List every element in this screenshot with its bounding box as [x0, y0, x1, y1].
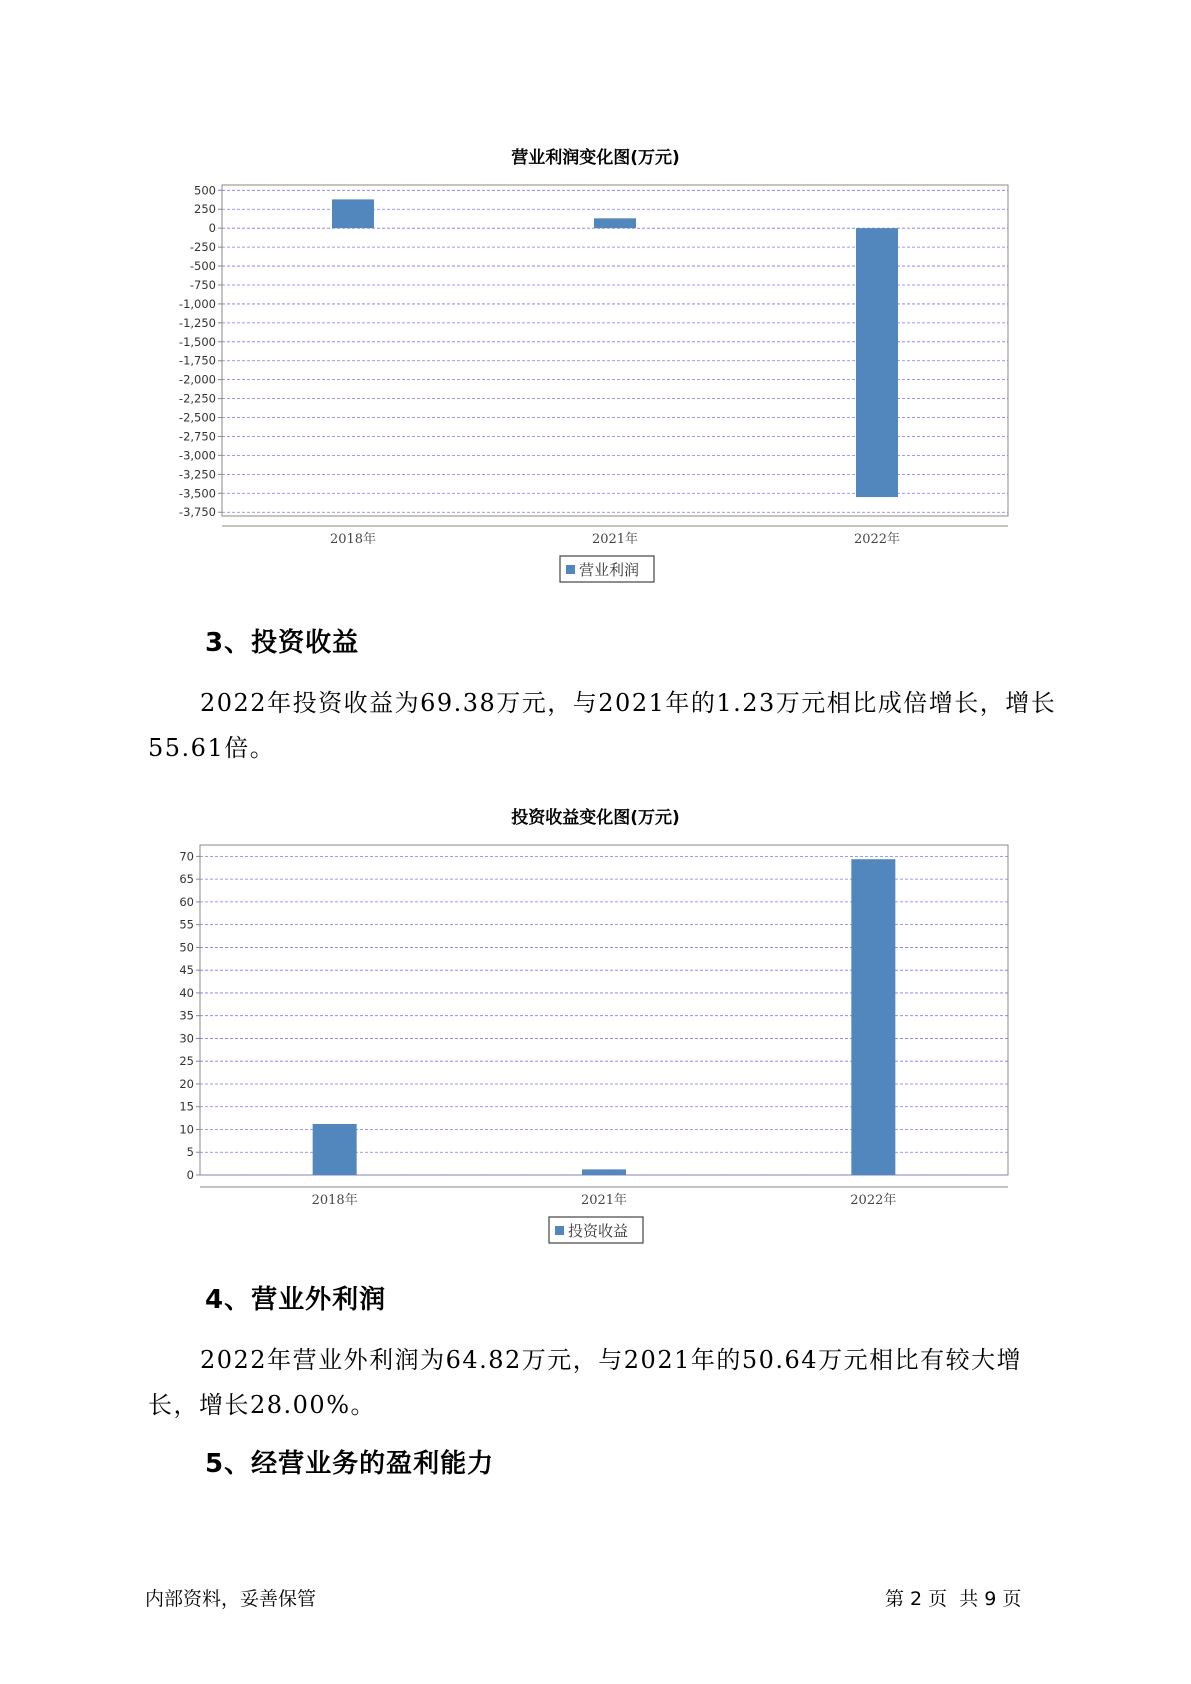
y-tick-label: 30: [179, 1031, 194, 1046]
chart-title-operating-profit: 营业利润变化图(万元): [511, 148, 680, 168]
y-tick-label: 0: [208, 221, 216, 236]
x-tick-label: 2022年: [850, 1193, 897, 1208]
section-5-heading: 5、经营业务的盈利能力: [205, 1449, 495, 1479]
y-tick-label: 55: [179, 917, 194, 932]
y-tick-label: -3,250: [178, 467, 216, 482]
x-tick-label: 2022年: [853, 532, 901, 547]
y-tick-label: -1,500: [178, 334, 216, 349]
y-tick-label: -2,000: [178, 372, 216, 387]
y-tick-label: -500: [189, 259, 216, 274]
y-tick-label: -250: [189, 240, 216, 255]
bar: [582, 1169, 626, 1175]
x-tick-label: 2021年: [580, 1193, 628, 1208]
legend: [549, 1217, 643, 1243]
legend-swatch: [555, 1226, 564, 1235]
y-tick-label: 15: [179, 1099, 194, 1114]
y-tick-label: 250: [194, 202, 216, 217]
legend-label: 营业利润: [579, 561, 640, 579]
y-tick-label: 65: [179, 872, 194, 887]
x-tick-label: 2021年: [591, 532, 639, 547]
bar: [313, 1124, 357, 1175]
section-3-heading: 3、投资收益: [205, 628, 360, 658]
y-tick-label: -1,750: [178, 353, 216, 368]
y-tick-label: -750: [189, 277, 216, 292]
section-4-paragraph: 2022年营业外利润为64.82万元，与2021年的50.64万元相比有较大增长，增长28.00%。: [148, 1346, 1023, 1419]
chart-title-investment-income: 投资收益变化图(万元): [511, 808, 680, 828]
y-tick-label: -3,750: [178, 505, 216, 520]
y-tick-label: 500: [194, 183, 216, 198]
footer-page-number: 第 2 页 共 9 页: [885, 1588, 1022, 1610]
y-tick-label: -2,750: [178, 429, 216, 444]
y-tick-label: -2,500: [178, 410, 216, 425]
y-tick-label: -1,000: [178, 296, 216, 311]
x-tick-label: 2018年: [329, 532, 377, 547]
section-3-paragraph: 2022年投资收益为69.38万元，与2021年的1.23万元相比成倍增长，增长55.61倍。: [148, 689, 1057, 762]
section-4-heading: 4、营业外利润: [205, 1285, 387, 1315]
y-tick-label: 5: [186, 1145, 194, 1160]
y-tick-label: 35: [179, 1008, 194, 1023]
y-tick-label: 50: [179, 940, 194, 955]
y-tick-label: 25: [179, 1054, 194, 1069]
y-tick-label: -2,250: [178, 391, 216, 406]
y-tick-label: 0: [186, 1168, 194, 1182]
y-tick-label: 40: [179, 985, 194, 1000]
legend-label: 投资收益: [568, 1222, 629, 1240]
y-tick-label: 60: [179, 894, 194, 909]
y-tick-label: -1,250: [178, 315, 216, 330]
y-tick-label: -3,500: [178, 486, 216, 501]
y-tick-label: 45: [179, 963, 194, 978]
bar: [851, 859, 895, 1175]
y-tick-label: 20: [179, 1076, 194, 1091]
x-tick-label: 2018年: [311, 1193, 358, 1208]
y-tick-label: -3,000: [178, 448, 216, 463]
y-tick-label: 10: [179, 1122, 194, 1137]
footer-confidential-note: 内部资料，妥善保管: [145, 1588, 317, 1610]
y-tick-label: 70: [179, 849, 194, 864]
